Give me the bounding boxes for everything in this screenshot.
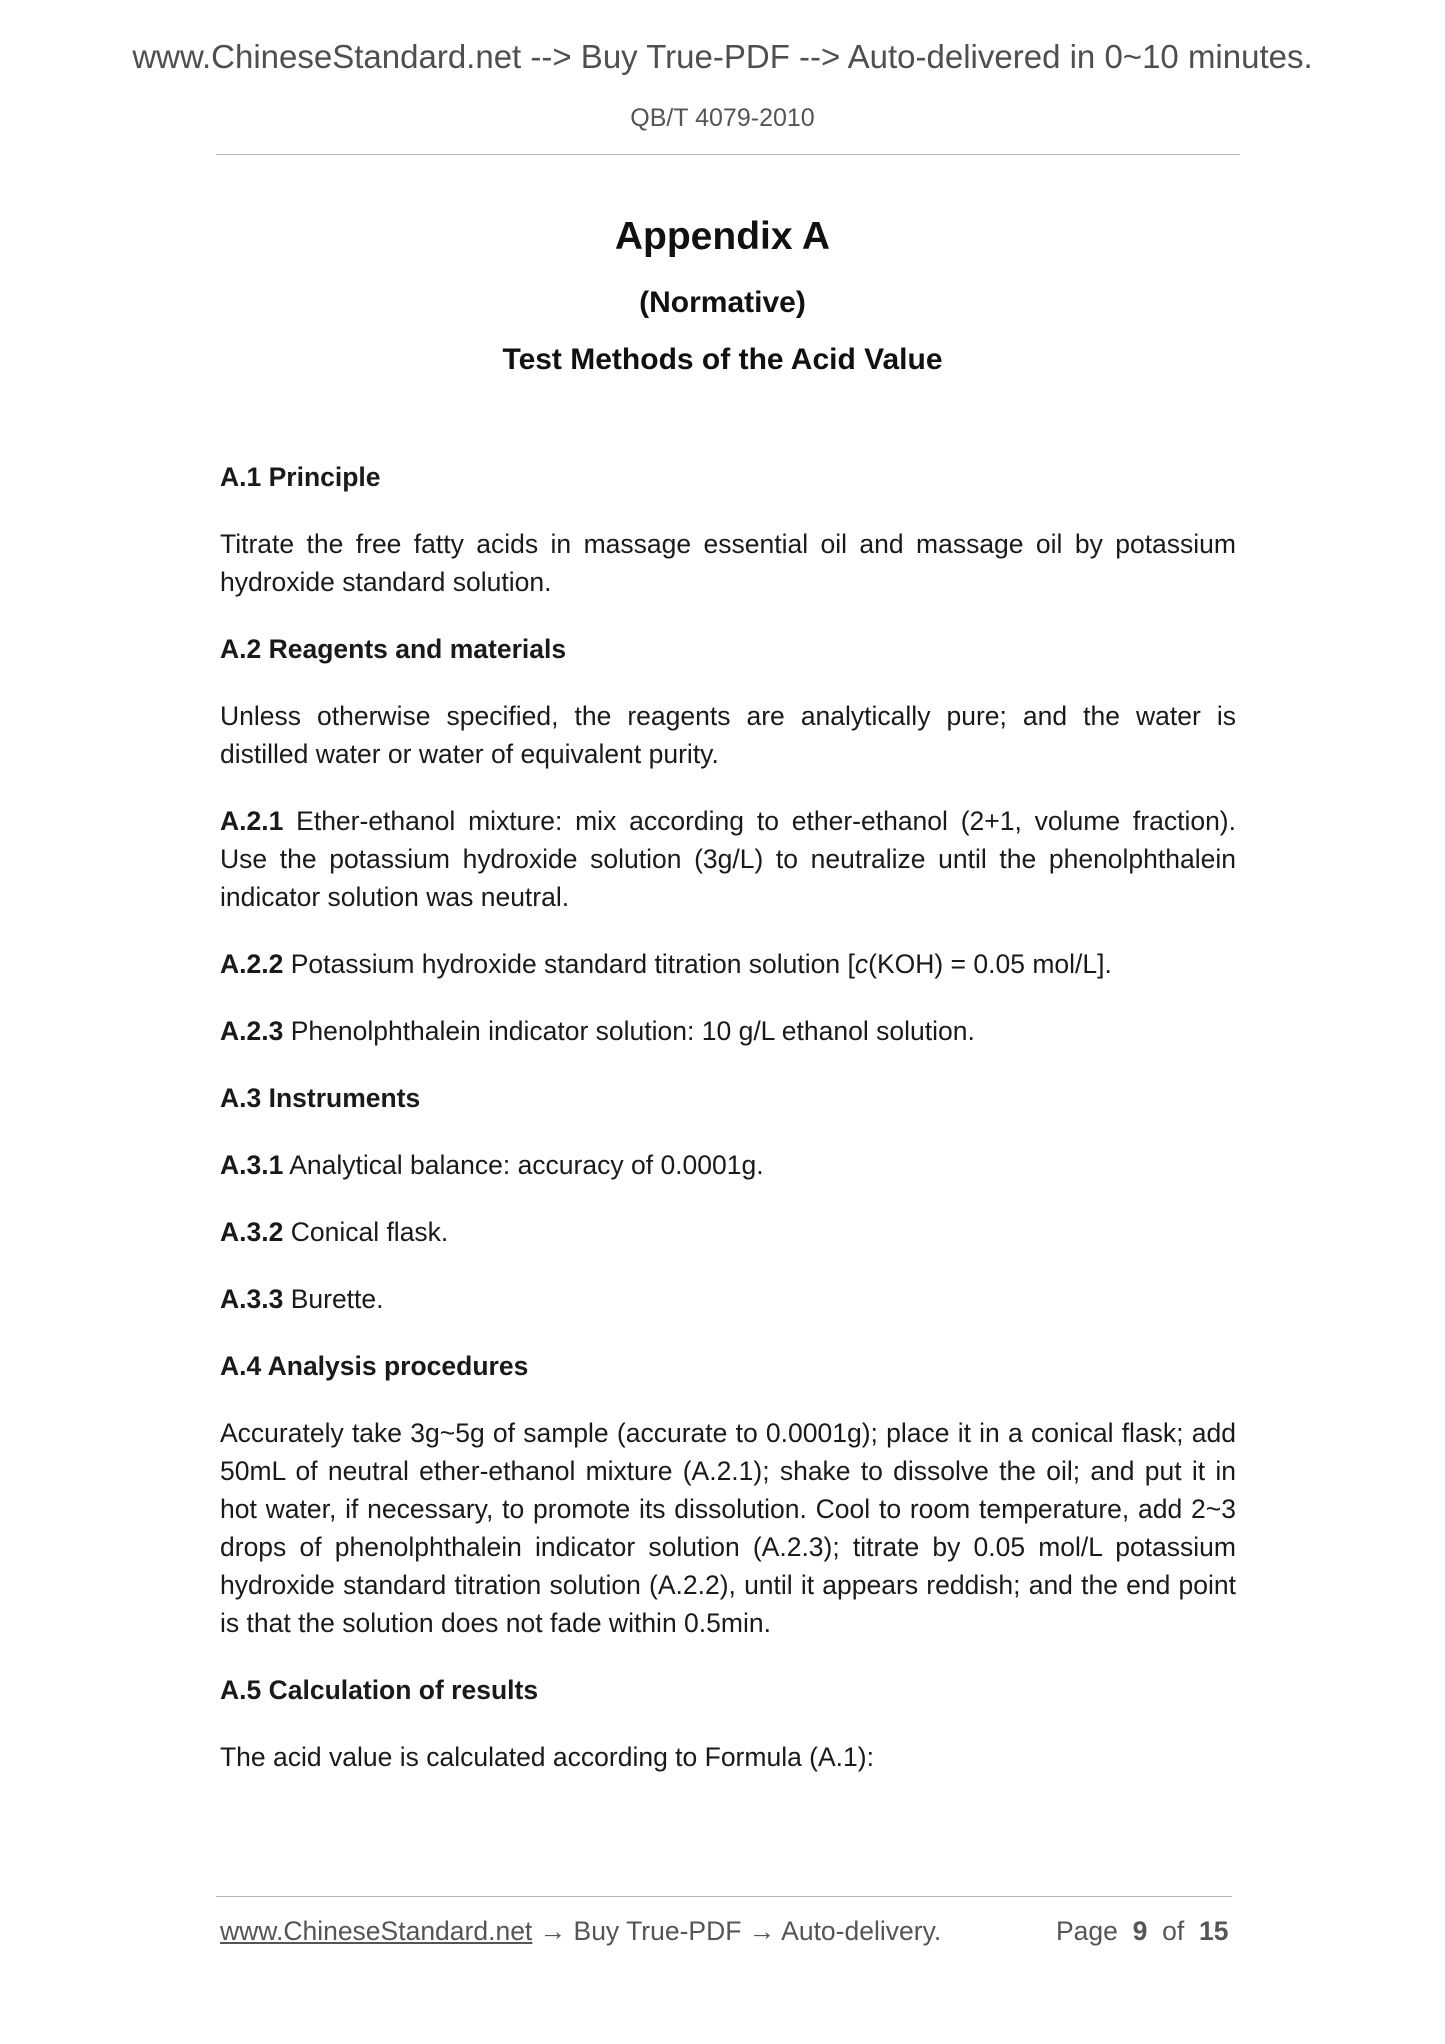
item-number: A.2.3	[220, 1016, 284, 1046]
standard-code-header: QB/T 4079-2010	[630, 104, 815, 132]
section-heading-a5: A.5 Calculation of results	[220, 1675, 539, 1705]
item-text: Burette.	[283, 1284, 384, 1314]
item-number: A.3.2	[220, 1217, 284, 1247]
section-heading-a3: A.3 Instruments	[220, 1083, 421, 1113]
item-text: Ether-ethanol mixture: mix according to ether-ethanol (2+1, volume fraction). Use the potassium hydroxide solution (3g/L) to neutralize until the phenolphthalein indicator solution was neutral.	[220, 806, 1236, 912]
item-a3-1	[220, 1146, 1236, 1184]
top-banner: www.ChineseStandard.net --> Buy True-PDF --> Auto-delivered in 0~10 minutes.	[132, 38, 1313, 75]
item-text: (KOH) = 0.05 mol/L].	[868, 949, 1112, 979]
page-word: Page	[1056, 1916, 1118, 1946]
item-text-italic: c	[854, 949, 869, 979]
paragraph-principle: Titrate the free fatty acids in massage essential oil and massage oil by potassium hydroxide standard solution.	[220, 529, 1236, 597]
item-text: Potassium hydroxide standard titration solution [	[283, 949, 855, 979]
item-a3-3	[220, 1280, 1236, 1318]
total-pages: 15	[1198, 1916, 1229, 1946]
section-heading-a4: A.4 Analysis procedures	[220, 1351, 529, 1381]
section-heading-a1: A.1 Principle	[220, 462, 381, 492]
item-number: A.3.3	[220, 1284, 284, 1314]
section-heading-a2: A.2 Reagents and materials	[220, 634, 567, 664]
appendix-name: Test Methods of the Acid Value	[502, 343, 943, 376]
paragraph-calculation: The acid value is calculated according to Formula (A.1):	[220, 1742, 874, 1772]
item-text: Conical flask.	[283, 1217, 449, 1247]
footer-link[interactable]: www.ChineseStandard.net	[220, 1916, 533, 1946]
header-divider	[216, 154, 1240, 155]
of-word: of	[1162, 1916, 1185, 1946]
footer-divider	[216, 1896, 1232, 1897]
item-a2-1	[220, 802, 1236, 916]
page-indicator	[1056, 1916, 1228, 1947]
footer-promo-text: → Buy True-PDF → Auto-delivery.	[532, 1916, 942, 1946]
appendix-type: (Normative)	[639, 286, 806, 319]
page-number: 9	[1132, 1916, 1148, 1946]
item-a3-2	[220, 1213, 1236, 1251]
appendix-title: Appendix A	[614, 215, 831, 258]
paragraph-reagents: Unless otherwise specified, the reagents are analytically pure; and the water is distilled water or water of equivalent purity.	[220, 701, 1236, 769]
item-text: Analytical balance: accuracy of 0.0001g.	[283, 1150, 764, 1180]
document-body	[220, 458, 1236, 1805]
paragraph-procedures: Accurately take 3g~5g of sample (accurate to 0.0001g); place it in a conical flask; add 50mL of neutral ether-ethanol mixture (A.2.1); shake to dissolve the oil; and put it in hot water, if necessary, to promote its dissolution. Cool to room temperature, add 2~3 drops of phenolphthalein indicator solution (A.2.3); titrate by 0.05 mol/L potassium hydroxide standard titration solution (A.2.2), until it appears reddish; and the end point is that the solution does not fade within 0.5min.	[220, 1418, 1236, 1638]
item-text: Phenolphthalein indicator solution: 10 g/L ethanol solution.	[283, 1016, 975, 1046]
item-a2-3	[220, 1012, 1236, 1050]
item-number: A.2.2	[220, 949, 284, 979]
footer-promo	[220, 1916, 941, 1947]
item-number: A.3.1	[220, 1150, 284, 1180]
item-number: A.2.1	[220, 806, 284, 836]
item-a2-2	[220, 945, 1236, 983]
